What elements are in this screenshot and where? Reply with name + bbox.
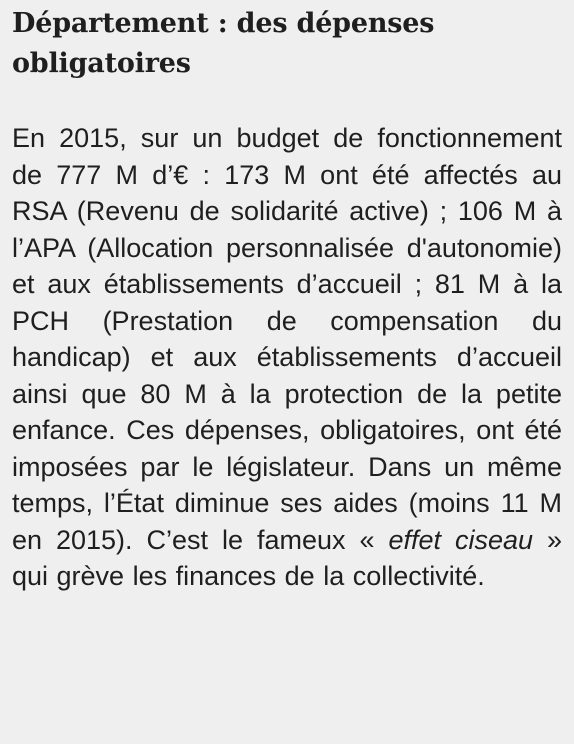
article-title: Département : des dépenses obligatoires xyxy=(12,8,435,79)
paragraph-text-end: » qui grève les finances de la collectivité. xyxy=(12,524,562,591)
emphasis-effet-ciseau: effet ciseau xyxy=(388,524,533,555)
paragraph-text-start: En 2015, sur un budget de fonctionnement de 777 M d’€ : 173 M ont été affectés au RSA (Revenu de solidarité active) ; 106 M à l’APA (Allocation personnalisée d'autonomie) et aux établissements d’accueil ; 81 M à la PCH (Prestation de compensation du handicap) et aux établissements d’accueil ainsi que 80 M à la protection de la petite enfance. Ces dépenses, obligatoires, ont été imposées par le législateur. Dans un même temps, l’État diminue ses aides (moins 11 M en 2015). C’est le fameux « xyxy=(12,123,562,555)
article-paragraph xyxy=(12,120,562,595)
